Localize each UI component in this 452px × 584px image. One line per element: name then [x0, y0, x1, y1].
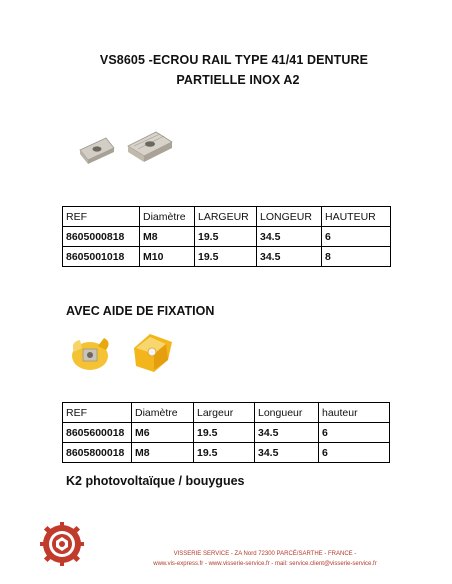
table-header-cell: LONGEUR — [257, 207, 322, 227]
table-cell: 8605001018 — [63, 247, 140, 267]
table-cell: 8605000818 — [63, 227, 140, 247]
table-cell: 6 — [319, 443, 390, 463]
table-cell: 19.5 — [194, 443, 255, 463]
table-cell: M8 — [140, 227, 195, 247]
table-cell: 19.5 — [195, 247, 257, 267]
nut-with-clip-image — [62, 322, 182, 382]
table-cell: 19.5 — [195, 227, 257, 247]
clip-left — [72, 338, 109, 370]
document-title-line1: VS8605 -ECROU RAIL TYPE 41/41 DENTURE — [99, 53, 369, 67]
table-cell: 34.5 — [257, 247, 322, 267]
rail-nut-image — [76, 122, 176, 172]
table-row — [63, 227, 391, 247]
table-cell: 6 — [322, 227, 391, 247]
document-title-line2: PARTIELLE INOX A2 — [176, 73, 300, 87]
table-header-cell: Largeur — [194, 403, 255, 423]
table-header-cell: REF — [63, 403, 132, 423]
table-row — [63, 247, 391, 267]
table-cell: M10 — [140, 247, 195, 267]
table-row — [63, 423, 390, 443]
table-cell: M8 — [132, 443, 194, 463]
rail-nut-right — [128, 132, 172, 162]
table-header-cell: Longueur — [255, 403, 319, 423]
table-cell: 8605600018 — [63, 423, 132, 443]
footer-contact: www.vis-express.fr - www.visserie-service.fr - mail: service.client@visserie-service.fr — [153, 561, 377, 567]
table-row — [63, 443, 390, 463]
table-cell: 34.5 — [257, 227, 322, 247]
spec-table-1 — [62, 206, 391, 267]
table-header-cell: HAUTEUR — [322, 207, 391, 227]
table-cell: 34.5 — [255, 423, 319, 443]
table-header-row — [63, 403, 390, 423]
table-cell: 6 — [319, 423, 390, 443]
spec-table-2 — [62, 402, 390, 463]
table-cell: 8 — [322, 247, 391, 267]
table-cell: 19.5 — [194, 423, 255, 443]
table-header-cell: hauteur — [319, 403, 390, 423]
footer-address: VISSERIE SERVICE - ZA Nord 72300 PARCÉ/SARTHE - FRANCE - — [173, 551, 357, 557]
table-header-row — [63, 207, 391, 227]
section-heading-k2: K2 photovoltaïque / bouygues — [66, 474, 245, 488]
visserie-service-logo — [40, 522, 84, 566]
table-header-cell: Diamètre — [140, 207, 195, 227]
table-header-cell: REF — [63, 207, 140, 227]
clip-right — [134, 334, 172, 372]
section-heading-fixation: AVEC AIDE DE FIXATION — [66, 304, 215, 318]
table-header-cell: LARGEUR — [195, 207, 257, 227]
table-cell: 8605800018 — [63, 443, 132, 463]
table-header-cell: Diamètre — [132, 403, 194, 423]
table-cell: M6 — [132, 423, 194, 443]
rail-nut-left — [80, 138, 114, 164]
table-cell: 34.5 — [255, 443, 319, 463]
